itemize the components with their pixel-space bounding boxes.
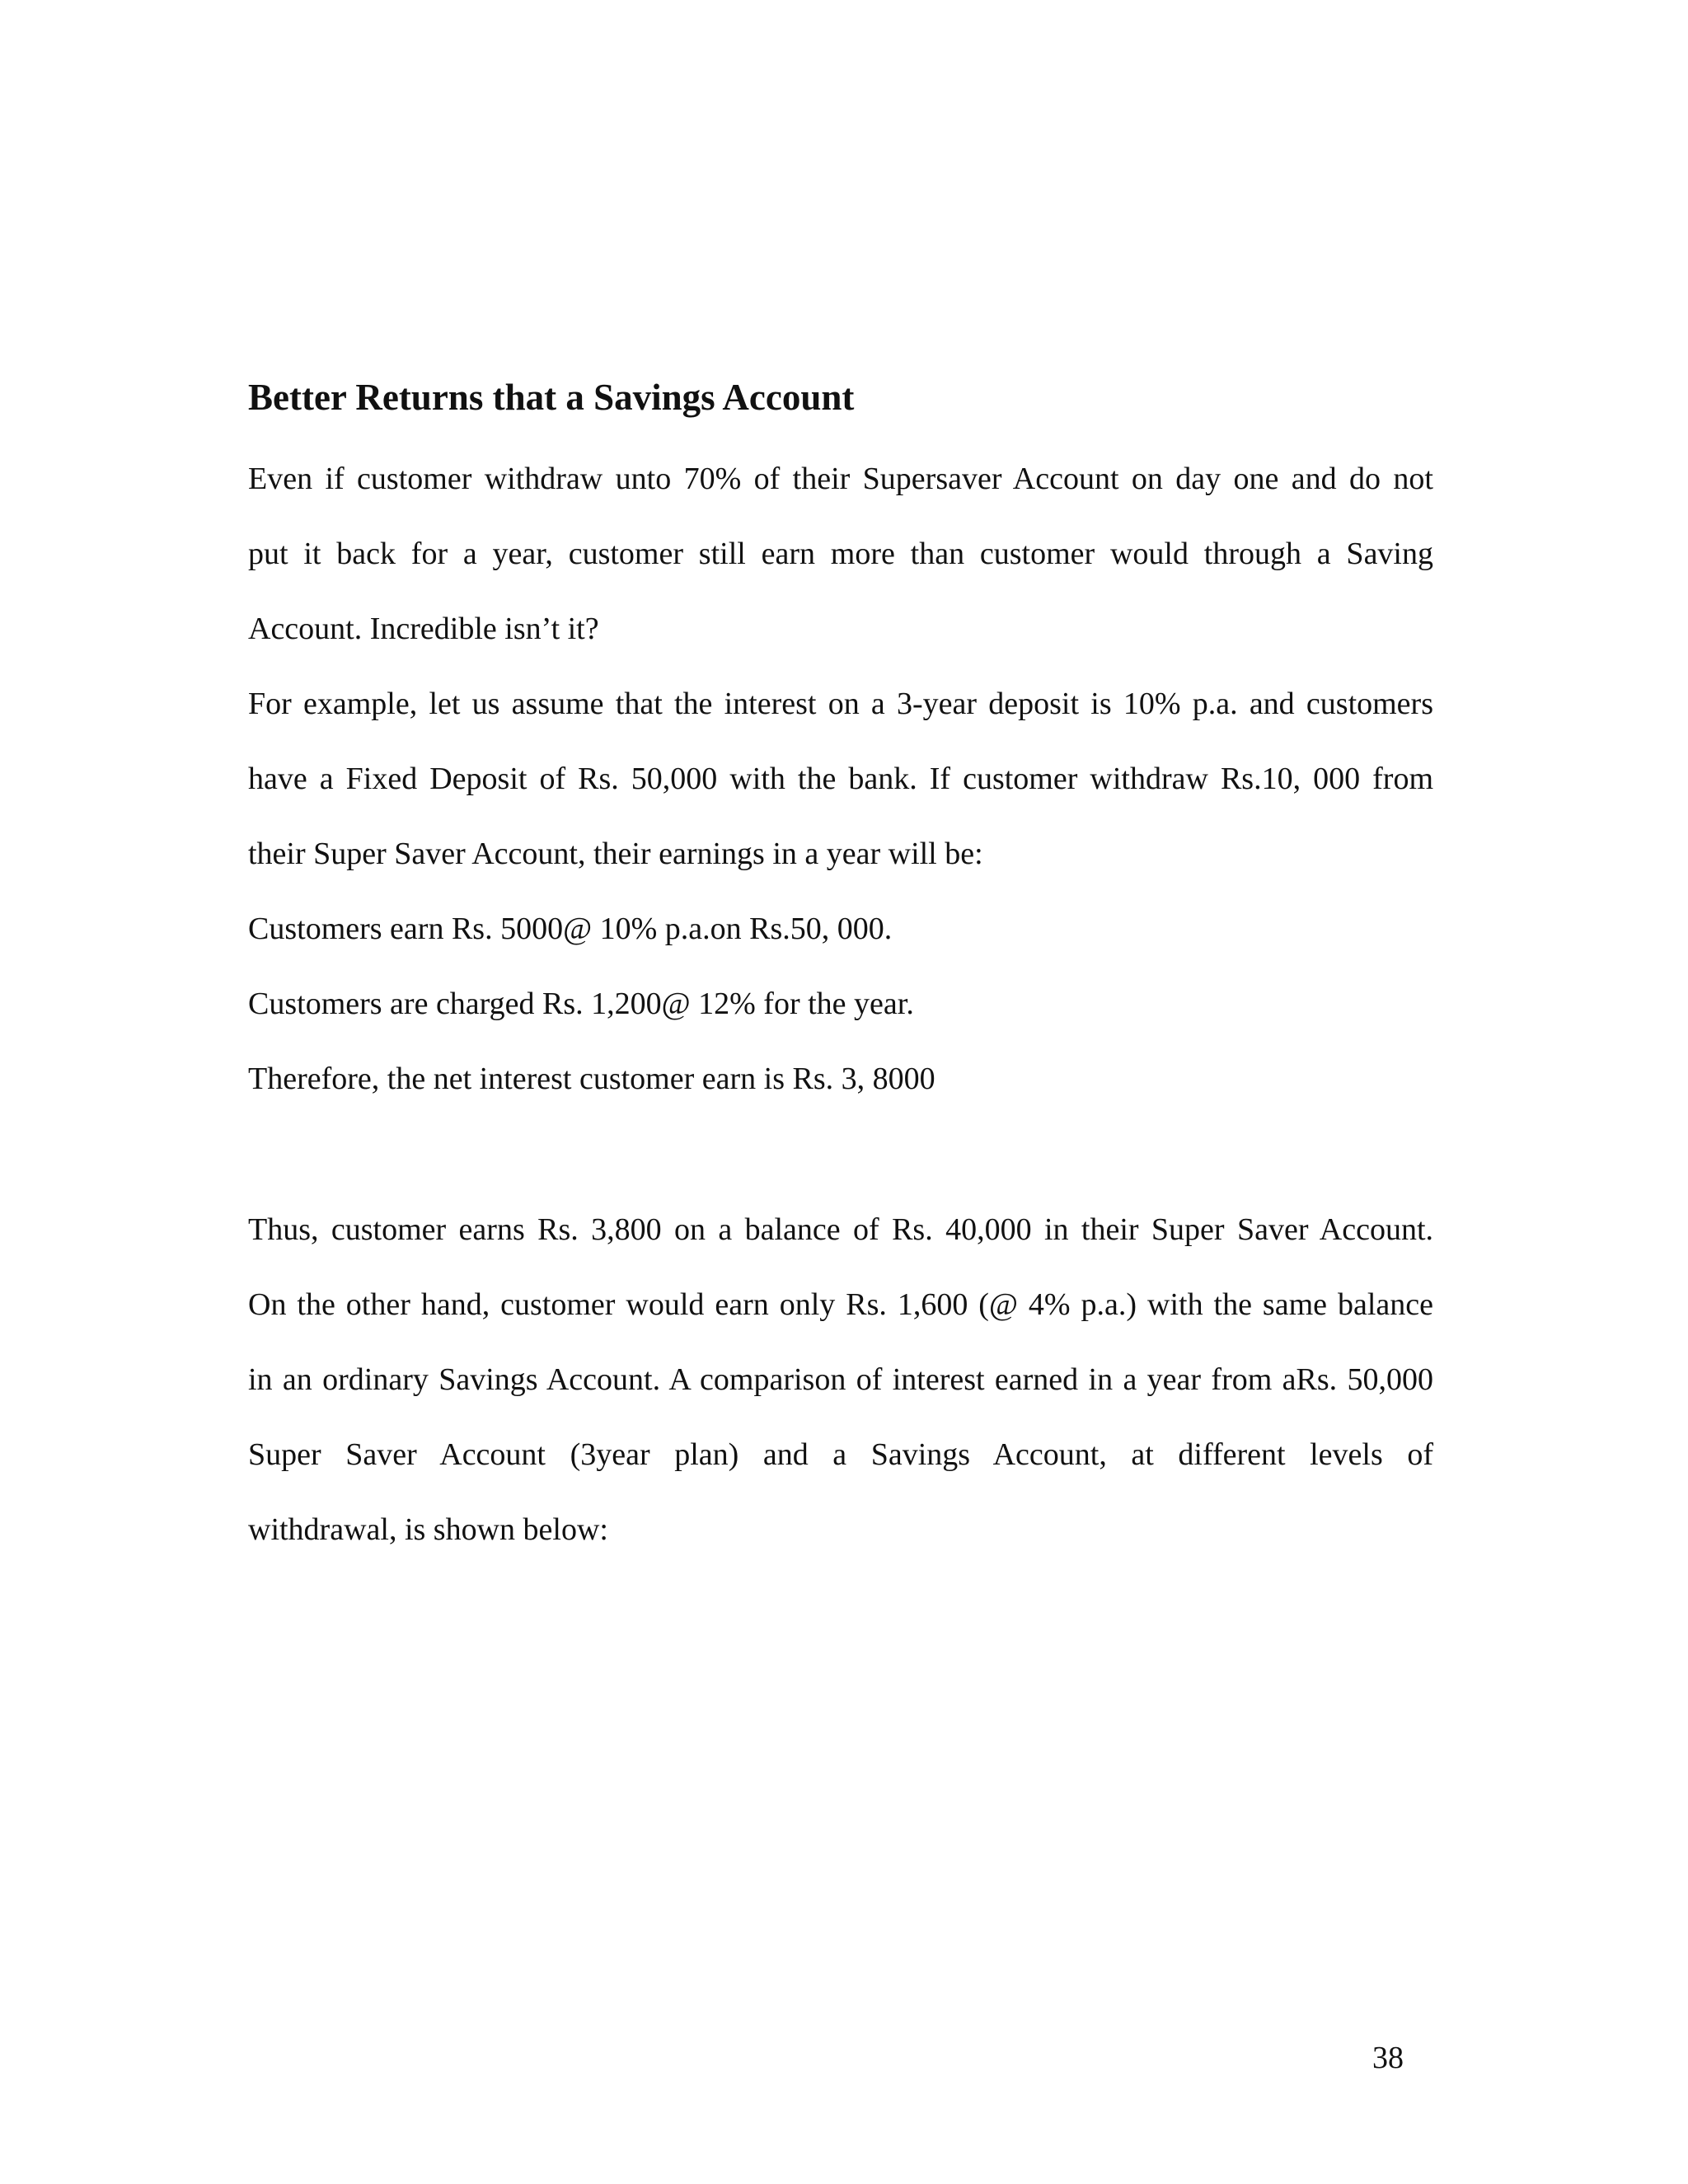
paragraph2-line-5: withdrawal, is shown below:	[248, 1512, 608, 1547]
example-line-2: have a Fixed Deposit of Rs. 50,000 with the bank. If customer withdraw Rs.10, 000 from	[248, 762, 1433, 796]
paragraph1-line-2: put it back for a year, customer still earn more than customer would through a Saving	[248, 537, 1433, 571]
paragraph2-line-4: Super Saver Account (3year plan) and a Savings Account, at different levels of	[248, 1437, 1433, 1472]
page-number: 38	[1372, 2041, 1404, 2075]
paragraph2-line-3: in an ordinary Savings Account. A comparison of interest earned in a year from aRs. 50,000	[248, 1362, 1433, 1397]
paragraph1-line-1: Even if customer withdraw unto 70% of their Supersaver Account on day one and do not	[248, 462, 1433, 496]
example-line-3: their Super Saver Account, their earnings in a year will be:	[248, 837, 983, 871]
paragraph2-line-1: Thus, customer earns Rs. 3,800 on a balance of Rs. 40,000 in their Super Saver Account.	[248, 1212, 1433, 1247]
calculation-line-2: Customers are charged Rs. 1,200@ 12% for the year.	[248, 987, 914, 1021]
section-heading: Better Returns that a Savings Account	[248, 377, 855, 418]
paragraph2-line-2: On the other hand, customer would earn only Rs. 1,600 (@ 4% p.a.) with the same balance	[248, 1287, 1433, 1322]
calculation-line-3: Therefore, the net interest customer earn is Rs. 3, 8000	[248, 1062, 935, 1096]
calculation-line-1: Customers earn Rs. 5000@ 10% p.a.on Rs.50, 000.	[248, 912, 893, 946]
paragraph1-line-3: Account. Incredible isn’t it?	[248, 612, 599, 646]
example-line-1: For example, let us assume that the interest on a 3-year deposit is 10% p.a. and customers	[248, 687, 1433, 721]
